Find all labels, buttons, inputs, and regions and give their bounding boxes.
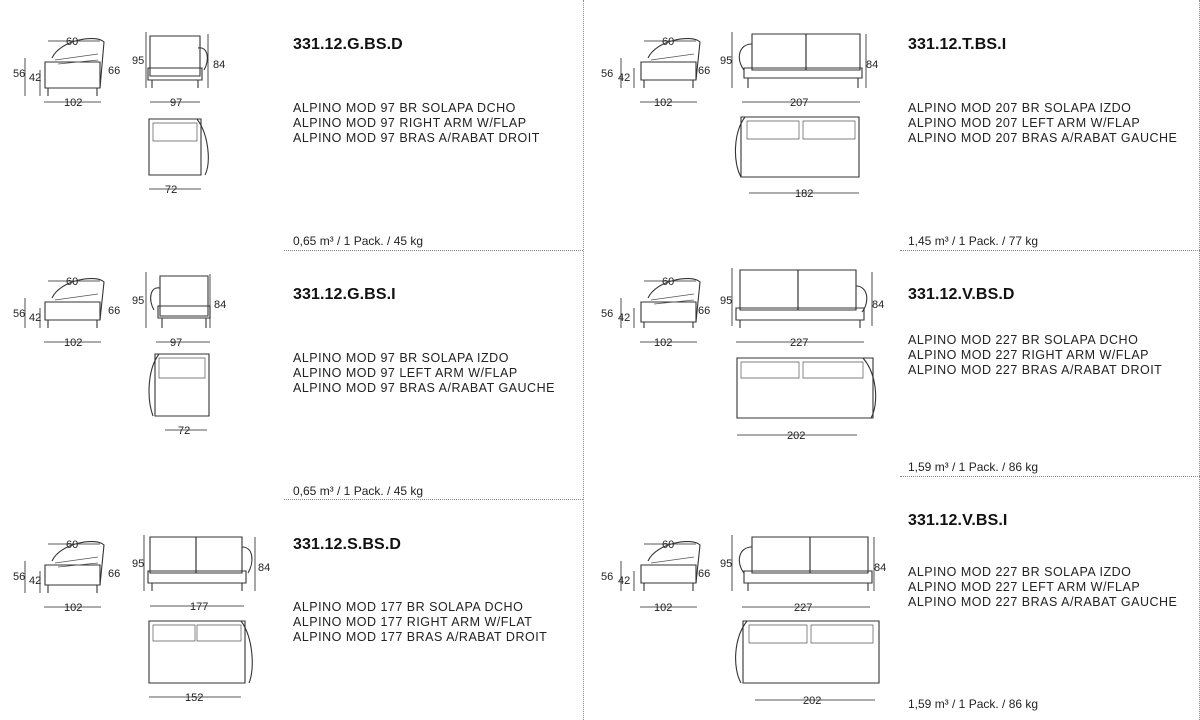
front-view-drawing [130, 270, 240, 350]
product-description [908, 565, 1177, 610]
product-code: 331.12.G.BS.I [293, 286, 396, 303]
dim-depth-top: 60 [662, 276, 675, 288]
side-view-drawing [596, 270, 726, 350]
side-view-drawing [0, 533, 130, 613]
dim-depth: 102 [64, 337, 83, 349]
desc-line-fr: ALPINO MOD 227 BRAS A/RABAT DROIT [908, 363, 1163, 377]
dim-width: 97 [170, 337, 183, 349]
plan-view-drawing [733, 617, 893, 712]
side-view-drawing [596, 30, 726, 110]
column-divider [583, 0, 584, 720]
product-description [293, 101, 540, 146]
dim-depth: 102 [654, 97, 673, 109]
dim-h-seat: 42 [618, 72, 631, 84]
dim-front-arm: 66 [698, 568, 711, 580]
dim-side-h: 84 [874, 562, 887, 574]
desc-line-es: ALPINO MOD 97 BR SOLAPA IZDO [293, 351, 509, 365]
dim-front-arm: 66 [108, 305, 121, 317]
pack-info: 1,59 m³ / 1 Pack. / 86 kg [908, 460, 1039, 474]
dim-front-h: 95 [720, 295, 733, 307]
dim-h-seat: 42 [29, 72, 42, 84]
row-divider [900, 476, 1200, 477]
pack-info: 1,45 m³ / 1 Pack. / 77 kg [908, 234, 1039, 248]
plan-view-drawing [145, 115, 225, 200]
dim-h-total: 56 [601, 571, 614, 583]
side-view-drawing [0, 270, 130, 350]
dim-front-h: 95 [132, 55, 145, 67]
desc-line-es: ALPINO MOD 97 BR SOLAPA DCHO [293, 101, 516, 115]
product-code: 331.12.V.BS.I [908, 512, 1008, 529]
product-description [293, 351, 555, 396]
front-view-drawing [720, 30, 890, 110]
dim-front-h: 95 [132, 558, 145, 570]
row-divider [284, 250, 583, 251]
desc-line-en: ALPINO MOD 227 LEFT ARM W/FLAP [908, 580, 1141, 594]
dim-plan-width: 152 [185, 692, 204, 704]
dim-front-h: 95 [720, 55, 733, 67]
side-view-drawing [596, 533, 726, 613]
desc-line-en: ALPINO MOD 97 LEFT ARM W/FLAP [293, 366, 518, 380]
dim-plan-width: 72 [165, 184, 178, 196]
front-view-drawing [720, 533, 890, 618]
plan-view-drawing [733, 113, 873, 203]
dim-h-total: 56 [601, 308, 614, 320]
dim-plan-width: 72 [178, 425, 191, 437]
front-view-drawing [130, 533, 280, 618]
dim-width: 177 [190, 601, 209, 613]
dim-depth: 102 [654, 337, 673, 349]
dim-depth-top: 60 [66, 539, 79, 551]
row-divider [284, 499, 583, 500]
dim-plan-width: 202 [803, 695, 822, 707]
dim-h-total: 56 [13, 68, 26, 80]
dim-width: 227 [794, 602, 813, 614]
dim-front-arm: 66 [108, 568, 121, 580]
desc-line-es: ALPINO MOD 227 BR SOLAPA DCHO [908, 333, 1139, 347]
plan-view-drawing [733, 354, 893, 444]
dim-depth-top: 60 [662, 539, 675, 551]
side-view-drawing [0, 30, 130, 110]
dim-front-h: 95 [720, 558, 733, 570]
dim-h-seat: 42 [29, 575, 42, 587]
pack-info: 1,59 m³ / 1 Pack. / 86 kg [908, 697, 1039, 711]
dim-depth-top: 60 [66, 276, 79, 288]
product-code: 331.12.G.BS.D [293, 36, 403, 53]
front-view-drawing [130, 30, 240, 110]
dim-depth-top: 60 [662, 36, 675, 48]
product-description [293, 600, 547, 645]
dim-side-h: 84 [214, 299, 227, 311]
product-code: 331.12.T.BS.I [908, 36, 1007, 53]
desc-line-en: ALPINO MOD 227 RIGHT ARM W/FLAP [908, 348, 1150, 362]
plan-view-drawing [145, 350, 225, 435]
product-description [908, 333, 1162, 378]
front-view-drawing [720, 266, 890, 351]
dim-width: 97 [170, 97, 183, 109]
desc-line-en: ALPINO MOD 97 RIGHT ARM W/FLAP [293, 116, 527, 130]
dim-width: 207 [790, 97, 809, 109]
desc-line-en: ALPINO MOD 177 RIGHT ARM W/FLAT [293, 615, 533, 629]
dim-front-arm: 66 [698, 305, 711, 317]
product-code: 331.12.V.BS.D [908, 286, 1015, 303]
dim-depth: 102 [654, 602, 673, 614]
desc-line-fr: ALPINO MOD 97 BRAS A/RABAT GAUCHE [293, 381, 555, 395]
dim-front-arm: 66 [108, 65, 121, 77]
row-divider [900, 250, 1200, 251]
dim-front-h: 95 [132, 295, 145, 307]
dim-side-h: 84 [872, 299, 885, 311]
dim-h-total: 56 [13, 308, 26, 320]
dim-h-total: 56 [601, 68, 614, 80]
desc-line-fr: ALPINO MOD 227 BRAS A/RABAT GAUCHE [908, 595, 1178, 609]
dim-h-seat: 42 [618, 575, 631, 587]
dim-plan-width: 182 [795, 188, 814, 200]
dim-width: 227 [790, 337, 809, 349]
desc-line-es: ALPINO MOD 177 BR SOLAPA DCHO [293, 600, 524, 614]
desc-line-fr: ALPINO MOD 177 BRAS A/RABAT DROIT [293, 630, 548, 644]
desc-line-en: ALPINO MOD 207 LEFT ARM W/FLAP [908, 116, 1141, 130]
dim-h-total: 56 [13, 571, 26, 583]
pack-info: 0,65 m³ / 1 Pack. / 45 kg [293, 234, 424, 248]
dim-front-arm: 66 [698, 65, 711, 77]
pack-info: 0,65 m³ / 1 Pack. / 45 kg [293, 484, 424, 498]
dim-side-h: 84 [258, 562, 271, 574]
dim-plan-width: 202 [787, 430, 806, 442]
desc-line-es: ALPINO MOD 227 BR SOLAPA IZDO [908, 565, 1132, 579]
dim-depth: 102 [64, 97, 83, 109]
desc-line-fr: ALPINO MOD 207 BRAS A/RABAT GAUCHE [908, 131, 1178, 145]
dim-depth-top: 60 [66, 36, 79, 48]
dim-side-h: 84 [213, 59, 226, 71]
product-description [908, 101, 1177, 146]
plan-view-drawing [145, 617, 265, 707]
dim-depth: 102 [64, 602, 83, 614]
dim-h-seat: 42 [29, 312, 42, 324]
product-code: 331.12.S.BS.D [293, 536, 402, 553]
dim-h-seat: 42 [618, 312, 631, 324]
desc-line-es: ALPINO MOD 207 BR SOLAPA IZDO [908, 101, 1132, 115]
dim-side-h: 84 [866, 59, 879, 71]
desc-line-fr: ALPINO MOD 97 BRAS A/RABAT DROIT [293, 131, 540, 145]
